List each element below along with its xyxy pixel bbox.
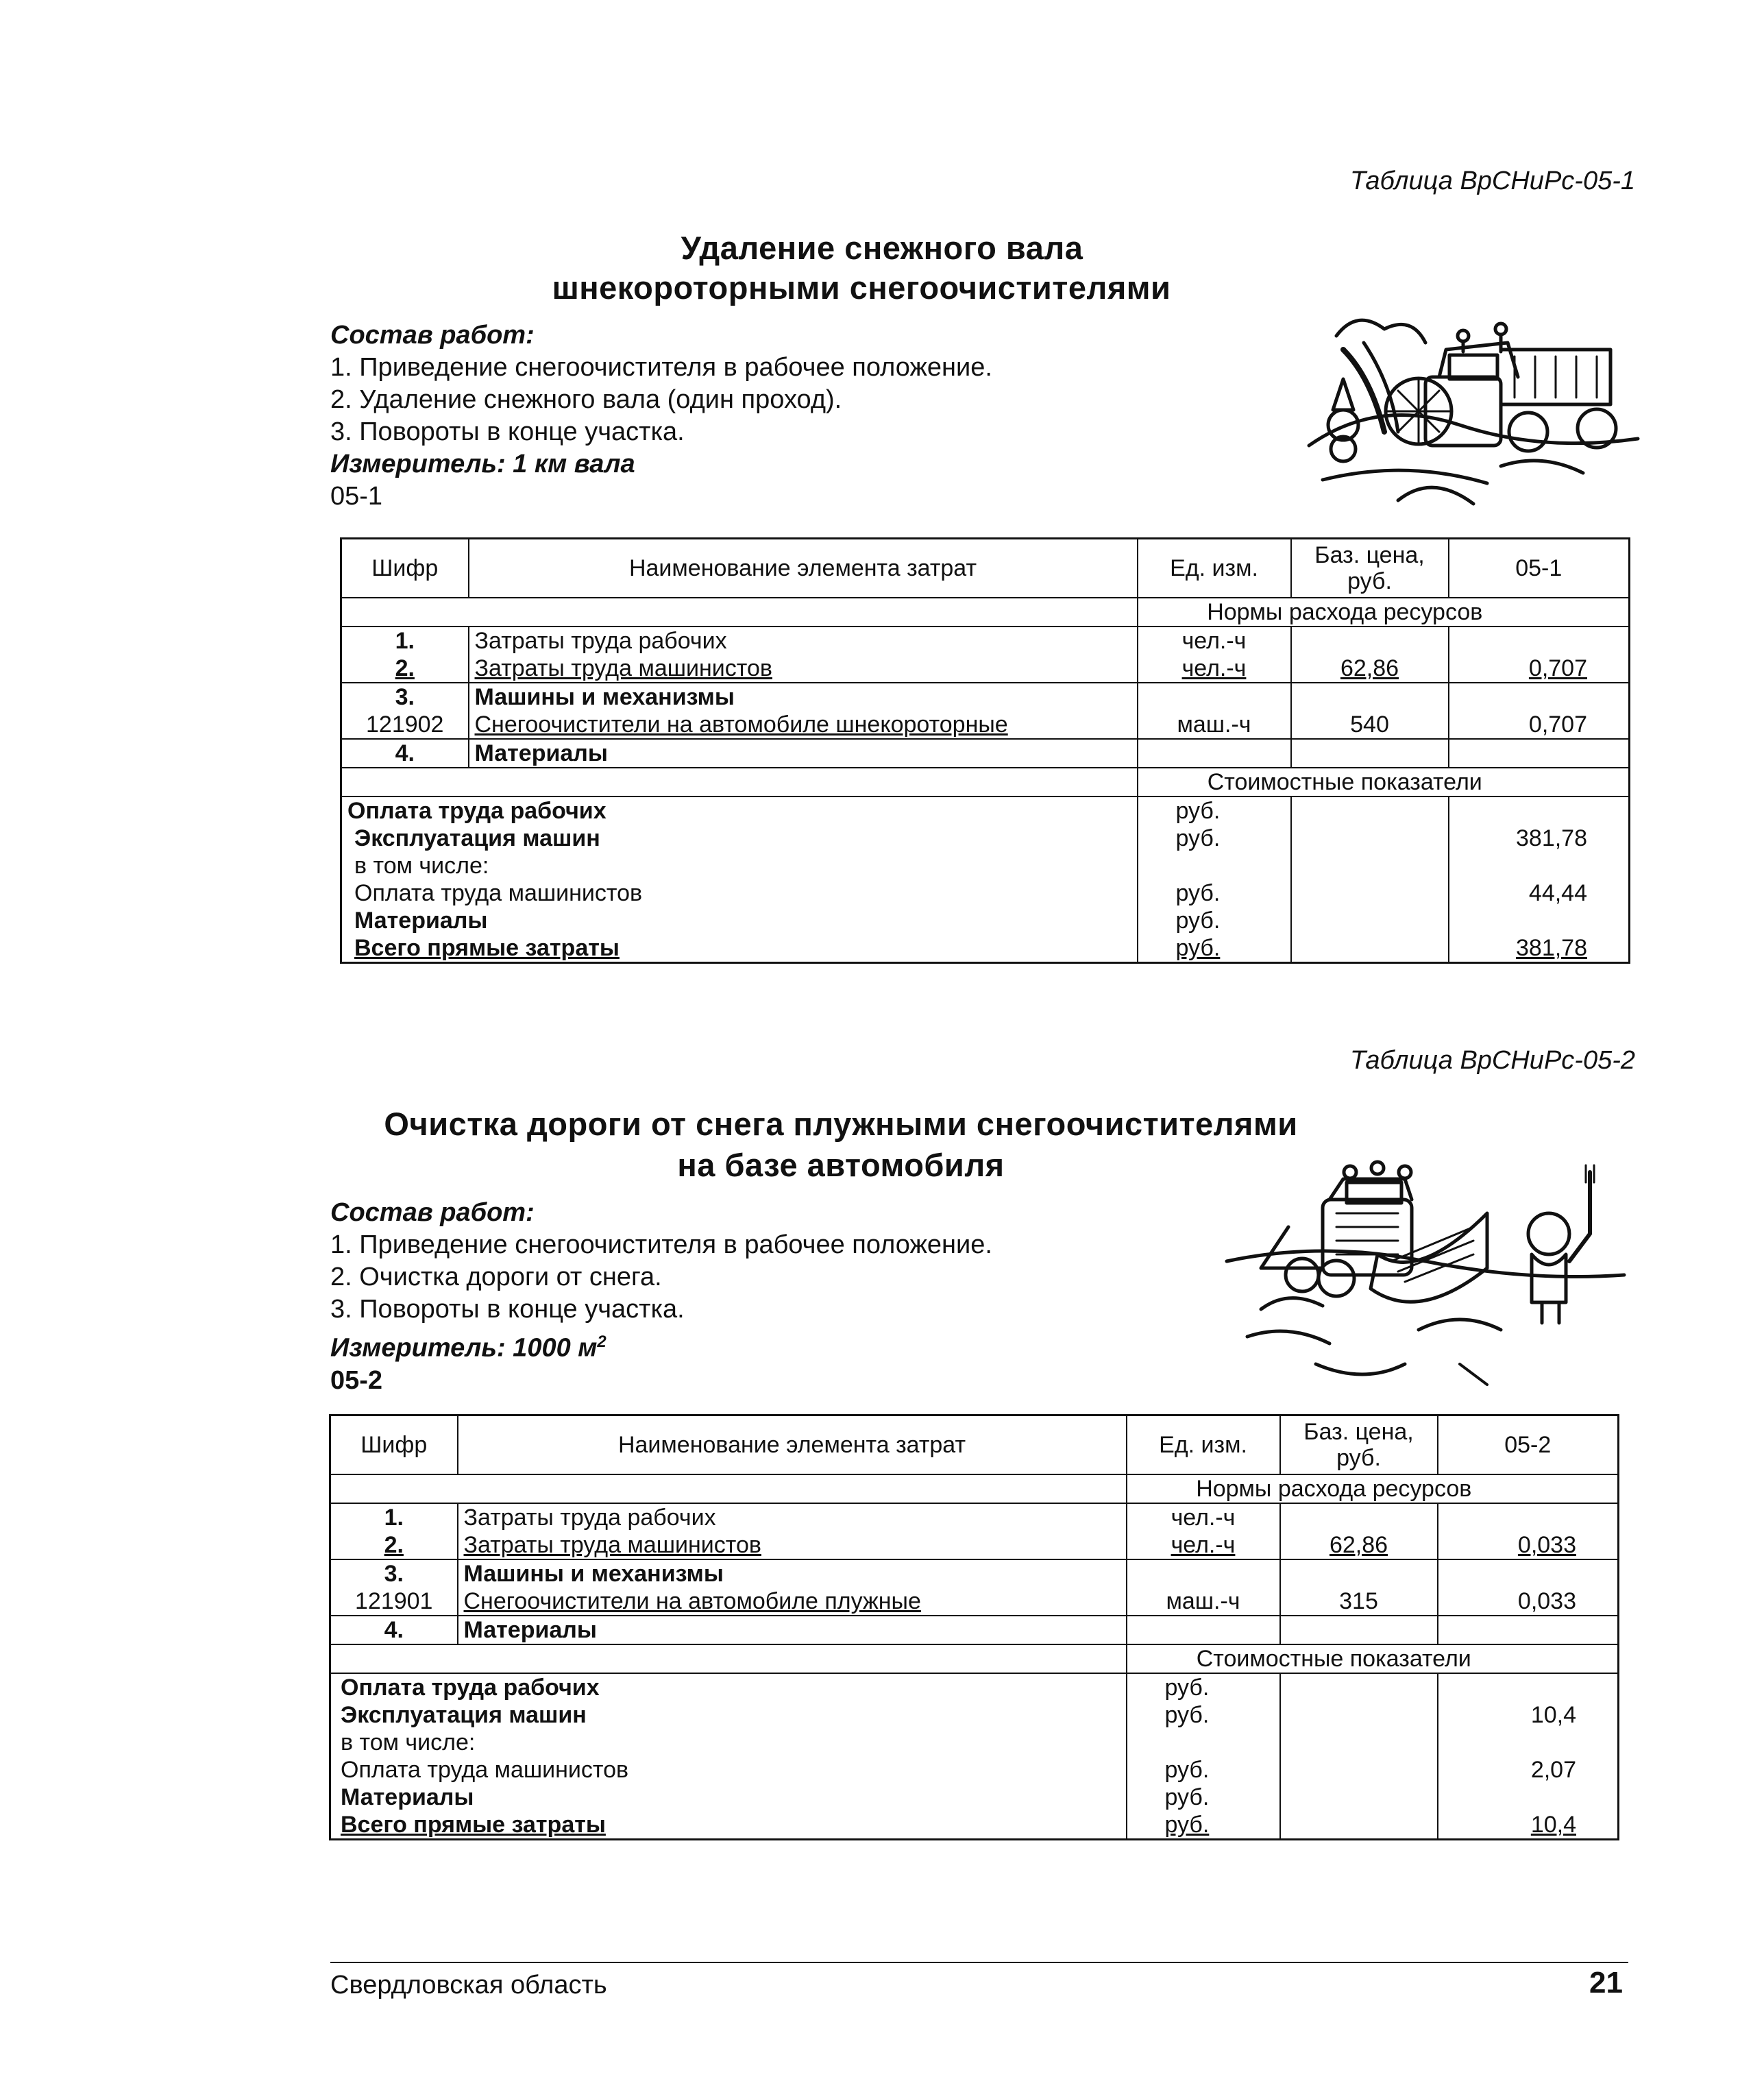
row-value: 0,033 (1438, 1531, 1619, 1559)
work-step: 3. Повороты в конце участка. (330, 417, 685, 446)
cost-unit: руб. (1127, 1701, 1280, 1729)
norm-code: 05-1 (330, 482, 383, 511)
work-step: 2. Удаление снежного вала (один проход). (330, 385, 842, 414)
cost-name: Материалы (341, 1784, 474, 1810)
row-value (1438, 1559, 1619, 1588)
cost-name: Эксплуатация машин (341, 1702, 587, 1728)
row-value (1449, 739, 1630, 768)
column-header: Наименование элемента затрат (458, 1415, 1127, 1475)
row-price (1280, 1503, 1438, 1531)
row-name: Затраты труда машинистов (469, 655, 1138, 683)
column-header: Баз. цена, руб. (1280, 1415, 1438, 1475)
cost-value (1449, 907, 1630, 934)
cost-unit: руб. (1127, 1784, 1280, 1811)
cost-name: Всего прямые затраты (341, 1812, 606, 1838)
page-title-line-2: на базе автомобиля (677, 1147, 1005, 1183)
row-name: Затраты труда рабочих (469, 627, 1138, 655)
row-unit: чел.-ч (1138, 627, 1291, 655)
cost-name: Оплата труда рабочих (330, 1673, 1127, 1701)
row-value (1449, 683, 1630, 711)
meter: Измеритель: 1 км вала (330, 450, 635, 478)
row-name: Машины и механизмы (458, 1559, 1127, 1588)
cost-value: 381,78 (1449, 934, 1630, 963)
cost-row (330, 1673, 1619, 1701)
row-value: 0,707 (1449, 655, 1630, 683)
page-title-line-2: шнекороторными снегоочистителями (552, 269, 1171, 306)
cost-unit (1138, 852, 1291, 879)
row-price (1280, 1559, 1438, 1588)
norms-section-row (341, 598, 1630, 627)
work-step: 1. Приведение снегоочистителя в рабочее положение. (330, 353, 992, 382)
cost-name: Всего прямые затраты (354, 935, 620, 961)
table-caption: Таблица ВрСНиРс-05-2 (1349, 1046, 1635, 1075)
row-unit: маш.-ч (1127, 1588, 1280, 1616)
cost-value (1438, 1729, 1619, 1756)
snowblower-truck-illustration (1295, 295, 1652, 514)
table-caption: Таблица ВрСНиРс-05-1 (1349, 167, 1635, 195)
work-step: 1. Приведение снегоочистителя в рабочее положение. (330, 1230, 992, 1259)
cost-name: Материалы (354, 908, 488, 934)
row-unit: чел.-ч (1127, 1531, 1280, 1559)
row-name: Снегоочистители на автомобиле плужные (458, 1588, 1127, 1616)
row-unit: чел.-ч (1127, 1503, 1280, 1531)
cost-unit: руб. (1138, 797, 1291, 825)
cost-row (330, 1784, 1619, 1811)
column-header: 05-2 (1438, 1415, 1619, 1475)
row-unit: маш.-ч (1138, 711, 1291, 739)
table-row (330, 1503, 1619, 1531)
table-row (330, 1616, 1619, 1644)
column-header: Баз. цена, руб. (1291, 539, 1449, 598)
cost-row (330, 1756, 1619, 1784)
row-name: Затраты труда машинистов (458, 1531, 1127, 1559)
table-row (341, 739, 1630, 768)
row-code: 3. (330, 1559, 458, 1588)
cost-value: 10,4 (1438, 1701, 1619, 1729)
work-composition (330, 1197, 992, 1397)
meter-superscript: 2 (597, 1333, 607, 1351)
row-code: 121902 (366, 712, 444, 738)
cost-row (341, 825, 1630, 852)
meter (330, 1326, 992, 1365)
column-header: Ед. изм. (1138, 539, 1291, 598)
composition-heading: Состав работ: (330, 321, 535, 350)
cost-unit: руб. (1138, 907, 1291, 934)
row-value (1438, 1616, 1619, 1644)
row-unit (1138, 683, 1291, 711)
footer-divider (330, 1962, 1628, 1963)
page-number: 21 (1589, 1966, 1623, 1999)
cost-unit: руб. (1138, 934, 1291, 963)
cost-unit: руб. (1138, 825, 1291, 852)
column-header: Ед. изм. (1127, 1415, 1280, 1475)
row-price (1291, 627, 1449, 655)
cost-value: 10,4 (1438, 1811, 1619, 1840)
row-price: 62,86 (1291, 655, 1449, 683)
cost-section-row (341, 768, 1630, 797)
cost-value (1438, 1673, 1619, 1701)
table-row (341, 655, 1630, 683)
table-row (330, 1588, 1619, 1616)
table-row (330, 1559, 1619, 1588)
page-title: Удаление снежного вала (681, 230, 1083, 266)
row-code: 4. (330, 1616, 458, 1644)
page-title: Очистка дороги от снега плужными снегоочистителями (384, 1106, 1298, 1142)
resource-norms-table (340, 537, 1630, 964)
work-step: 2. Очистка дороги от снега. (330, 1263, 662, 1291)
row-code: 3. (341, 683, 469, 711)
row-unit (1127, 1559, 1280, 1588)
cost-value: 2,07 (1438, 1756, 1619, 1784)
column-header: 05-1 (1449, 539, 1630, 598)
table-row (330, 1531, 1619, 1559)
row-price (1291, 683, 1449, 711)
section-label: Стоимостные показатели (1127, 1644, 1619, 1673)
row-unit (1138, 739, 1291, 768)
column-header: Шифр (371, 555, 439, 581)
cost-name: в том числе: (341, 1729, 476, 1755)
cost-value: 44,44 (1449, 879, 1630, 907)
cost-unit: руб. (1138, 879, 1291, 907)
row-name: Материалы (469, 739, 1138, 768)
row-unit (1127, 1616, 1280, 1644)
row-code: 2. (384, 1532, 404, 1558)
table-header-row (330, 1415, 1619, 1475)
row-name: Затраты труда рабочих (458, 1503, 1127, 1531)
row-value (1449, 627, 1630, 655)
cost-name: Оплата труда машинистов (354, 880, 643, 906)
row-price (1280, 1616, 1438, 1644)
cost-row (341, 879, 1630, 907)
cost-row (341, 797, 1630, 825)
cost-name: Оплата труда машинистов (341, 1757, 629, 1783)
row-code: 4. (341, 739, 469, 768)
table-row (341, 711, 1630, 739)
norms-section-row (330, 1474, 1619, 1503)
row-value: 0,707 (1449, 711, 1630, 739)
row-name: Материалы (458, 1616, 1127, 1644)
row-code: 2. (395, 655, 415, 681)
cost-value (1449, 852, 1630, 879)
cost-row (330, 1701, 1619, 1729)
row-code: 121901 (355, 1588, 433, 1614)
norm-code: 05-2 (330, 1365, 383, 1395)
snowplow-truck-illustration (1220, 1158, 1631, 1391)
section-label: Нормы расхода ресурсов (1138, 598, 1630, 627)
row-value: 0,033 (1438, 1588, 1619, 1616)
cost-value (1449, 797, 1630, 825)
meter-text: Измеритель: 1000 м (330, 1333, 598, 1363)
cost-row (330, 1729, 1619, 1756)
row-value (1438, 1503, 1619, 1531)
cost-unit: руб. (1127, 1811, 1280, 1840)
section-label: Стоимостные показатели (1138, 768, 1630, 797)
footer-region: Свердловская область (330, 1971, 607, 1999)
cost-row (341, 852, 1630, 879)
cost-section-row (330, 1644, 1619, 1673)
cost-unit (1127, 1729, 1280, 1756)
table-row (341, 683, 1630, 711)
cost-row (341, 934, 1630, 963)
row-price (1291, 739, 1449, 768)
row-price: 315 (1280, 1588, 1438, 1616)
composition-heading: Состав работ: (330, 1198, 535, 1227)
row-price: 540 (1291, 711, 1449, 739)
row-unit: чел.-ч (1138, 655, 1291, 683)
row-code: 1. (330, 1503, 458, 1531)
cost-value (1438, 1784, 1619, 1811)
row-code: 1. (341, 627, 469, 655)
row-name: Машины и механизмы (469, 683, 1138, 711)
cost-name: в том числе: (354, 853, 489, 879)
row-price: 62,86 (1280, 1531, 1438, 1559)
work-step: 3. Повороты в конце участка. (330, 1295, 685, 1324)
table-row (341, 627, 1630, 655)
column-header: Шифр (360, 1432, 428, 1458)
cost-name: Эксплуатация машин (354, 825, 600, 851)
column-header: Наименование элемента затрат (469, 539, 1138, 598)
cost-unit: руб. (1127, 1673, 1280, 1701)
cost-row (341, 907, 1630, 934)
table-header-row (341, 539, 1630, 598)
cost-row (330, 1811, 1619, 1840)
resource-norms-table (329, 1414, 1619, 1840)
row-name: Снегоочистители на автомобиле шнекороторные (469, 711, 1138, 739)
section-label: Нормы расхода ресурсов (1127, 1474, 1619, 1503)
cost-name: Оплата труда рабочих (341, 797, 1138, 825)
cost-unit: руб. (1127, 1756, 1280, 1784)
work-composition (330, 319, 992, 513)
cost-value: 381,78 (1449, 825, 1630, 852)
